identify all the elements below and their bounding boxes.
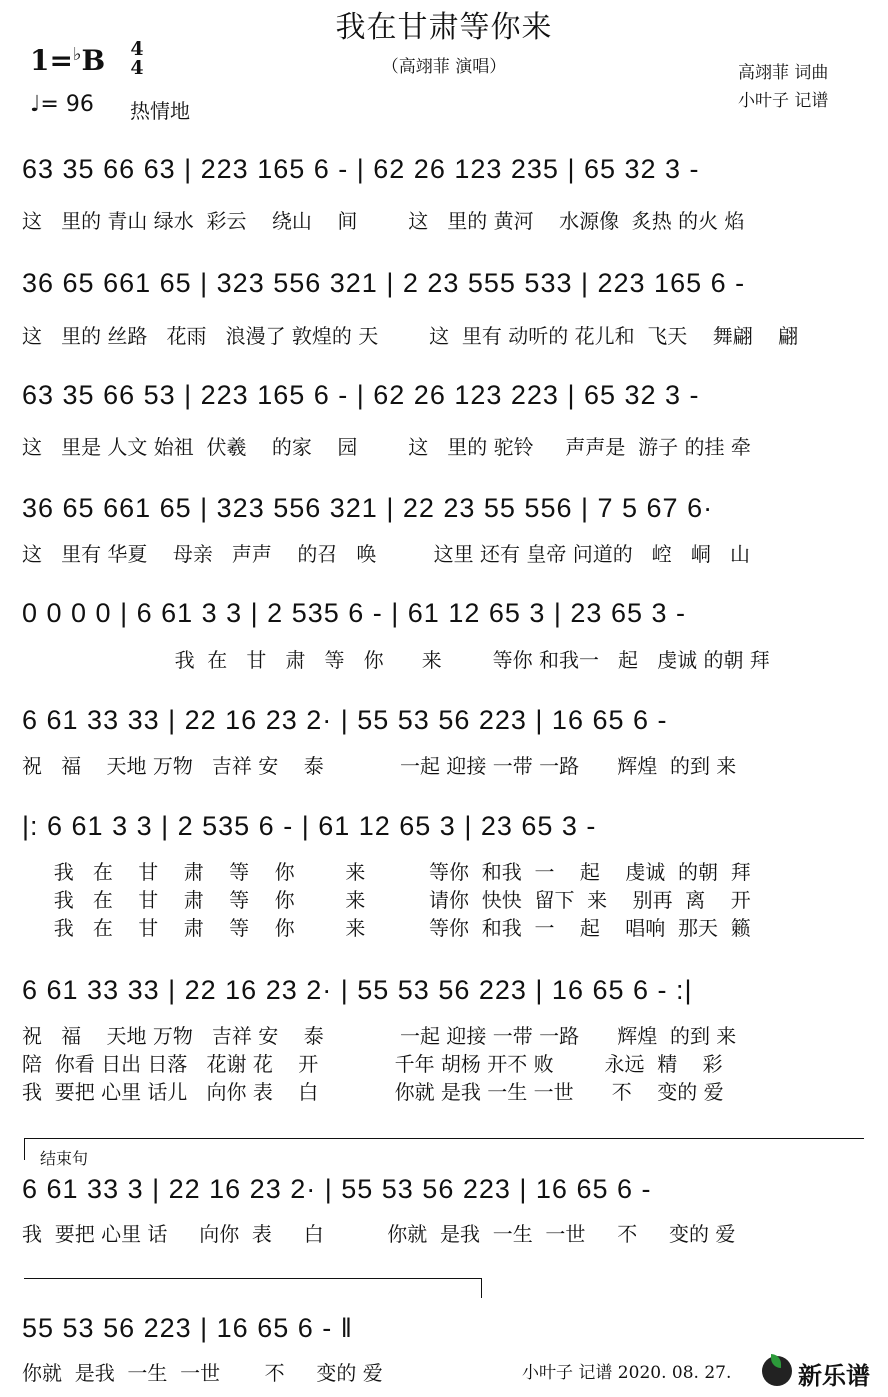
flat-sign: ♭	[72, 44, 82, 65]
song-title: 我在甘肃等你来	[335, 10, 553, 45]
lyric-row-2: 这 里的 丝路 花雨 浪漫了 敦煌的 天 这 里有 动听的 花儿和 飞天 舞翩 翩	[22, 324, 799, 348]
ending-label: 结束句	[40, 1149, 89, 1168]
notation-row-1: 63 35 66 63 | 223 165 6 - | 62 26 123 235 | 65 32 3 -	[22, 154, 700, 184]
lyric-row-9: 我 要把 心里 话 向你 表 白 你就 是我 一生 一世 不 变的 爱	[22, 1222, 736, 1246]
notation-row-7: |: 6 61 3 3 | 2 535 6 - | 61 12 65 3 | 23 65 3 -	[22, 811, 597, 841]
notation-row-9: 6 61 33 3 | 22 16 23 2· | 55 53 56 223 | 16 65 6 -	[22, 1174, 652, 1204]
key-prefix: 1=	[30, 44, 73, 77]
final-bracket-line	[24, 1278, 482, 1279]
ending-bracket-line	[24, 1138, 864, 1139]
time-signature	[128, 40, 146, 78]
transcription-date: 小叶子 记谱 2020. 08. 27.	[522, 1363, 732, 1383]
lyric-row-7-verse-1: 我 在 甘 肃 等 你 来 等你 和我 一 起 虔诚 的朝 拜	[22, 860, 751, 884]
time-top: 4	[130, 38, 144, 60]
notation-row-10: 55 53 56 223 | 16 65 6 - ‖	[22, 1313, 353, 1343]
tempo-expression: 热情地	[130, 99, 190, 123]
notation-row-3: 63 35 66 53 | 223 165 6 - | 62 26 123 223 | 65 32 3 -	[22, 380, 700, 410]
lyric-row-7-verse-3: 我 在 甘 肃 等 你 来 等你 和我 一 起 唱响 那天 籁	[22, 916, 751, 940]
lyric-row-8-verse-3: 我 要把 心里 话儿 向你 表 白 你就 是我 一生 一世 不 变的 爱	[22, 1080, 724, 1104]
site-logo	[762, 1352, 880, 1392]
notation-row-5: 0 0 0 0 | 6 61 3 3 | 2 535 6 - | 61 12 65 3 | 23 65 3 -	[22, 598, 686, 628]
lyric-row-10: 你就 是我 一生 一世 不 变的 爱	[22, 1361, 383, 1385]
song-subtitle: （高翊菲 演唱）	[381, 57, 507, 77]
transcriber-credit: 小叶子 记谱	[738, 91, 829, 111]
notation-row-4: 36 65 661 65 | 323 556 321 | 22 23 55 556 | 7 5 67 6·	[22, 493, 714, 523]
lyric-row-8-verse-1: 祝 福 天地 万物 吉祥 安 泰 一起 迎接 一带 一路 辉煌 的到 来	[22, 1024, 737, 1048]
leaf-icon	[771, 1354, 781, 1368]
music-note-icon	[762, 1356, 792, 1386]
tempo-marking	[30, 92, 94, 117]
lyric-row-4: 这 里有 华夏 母亲 声声 的召 唤 这里 还有 皇帝 问道的 崆 峒 山	[22, 542, 750, 566]
lyric-row-8-verse-2: 陪 你看 日出 日落 花谢 花 开 千年 胡杨 开不 败 永远 精 彩	[22, 1052, 723, 1076]
key-signature	[30, 44, 105, 77]
tempo-value: = 96	[40, 92, 94, 117]
notation-row-8: 6 61 33 33 | 22 16 23 2· | 55 53 56 223 | 16 65 6 - :|	[22, 975, 693, 1005]
time-bottom: 4	[130, 57, 144, 79]
lyric-row-1: 这 里的 青山 绿水 彩云 绕山 间 这 里的 黄河 水源像 炙热 的火 焰	[22, 209, 745, 233]
ending-bracket-tick	[24, 1138, 25, 1160]
lyric-row-6: 祝 福 天地 万物 吉祥 安 泰 一起 迎接 一带 一路 辉煌 的到 来	[22, 754, 737, 778]
notation-row-6: 6 61 33 33 | 22 16 23 2· | 55 53 56 223 | 16 65 6 -	[22, 705, 668, 735]
quarter-note-icon: ♩	[30, 92, 41, 117]
lyric-row-5: 我 在 甘 肃 等 你 来 等你 和我一 起 虔诚 的朝 拜	[22, 648, 770, 672]
lyricist-credit: 高翊菲 词曲	[738, 63, 829, 83]
notation-row-2: 36 65 661 65 | 323 556 321 | 2 23 555 533 | 223 165 6 -	[22, 268, 746, 298]
lyric-row-3: 这 里是 人文 始祖 伏羲 的家 园 这 里的 驼铃 声声是 游子 的挂 牵	[22, 435, 751, 459]
key-note: B	[81, 44, 106, 77]
final-bracket-tick	[481, 1278, 482, 1298]
lyric-row-7-verse-2: 我 在 甘 肃 等 你 来 请你 快快 留下 来 别再 离 开	[22, 888, 751, 912]
logo-text: 新乐谱	[798, 1362, 870, 1390]
